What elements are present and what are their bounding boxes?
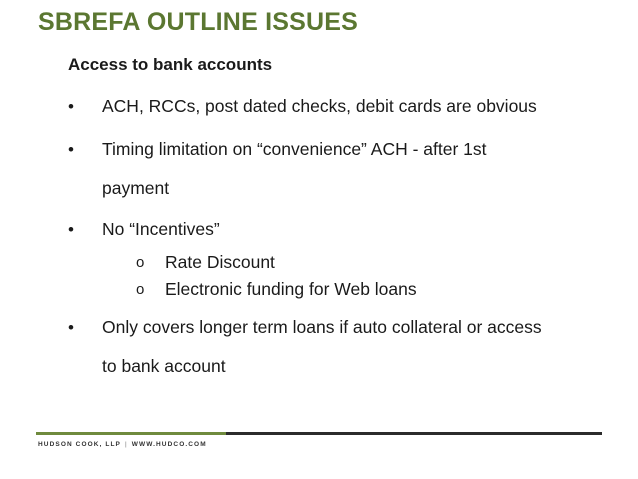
subbullet-marker: o — [136, 254, 145, 271]
section-subheading: Access to bank accounts — [68, 55, 273, 74]
bullet-marker: • — [68, 220, 74, 239]
bullet-text-continuation: to bank account — [102, 356, 226, 376]
footer — [38, 441, 207, 448]
slide-title: SBREFA OUTLINE ISSUES — [38, 8, 358, 36]
footer-website-link[interactable]: WWW.HUDCO.COM — [131, 441, 207, 448]
bullet-text: Timing limitation on “convenience” ACH - after 1st — [102, 139, 487, 159]
bullet-text: Only covers longer term loans if auto collateral or access — [102, 317, 542, 337]
footer-separator: | — [124, 441, 128, 448]
footer-firm-name: HUDSON COOK, LLP — [38, 441, 121, 448]
subbullet-marker: o — [136, 281, 145, 298]
bullet-marker: • — [68, 140, 74, 159]
bullet-marker: • — [68, 97, 74, 116]
bullet-text: No “Incentives” — [102, 219, 220, 239]
bullet-marker: • — [68, 318, 74, 337]
footer-divider-accent — [36, 432, 226, 435]
bullet-text: ACH, RCCs, post dated checks, debit cards are obvious — [102, 96, 537, 116]
bullet-text-continuation: payment — [102, 178, 170, 198]
subbullet-text: Rate Discount — [165, 252, 275, 272]
subbullet-text: Electronic funding for Web loans — [165, 279, 417, 299]
